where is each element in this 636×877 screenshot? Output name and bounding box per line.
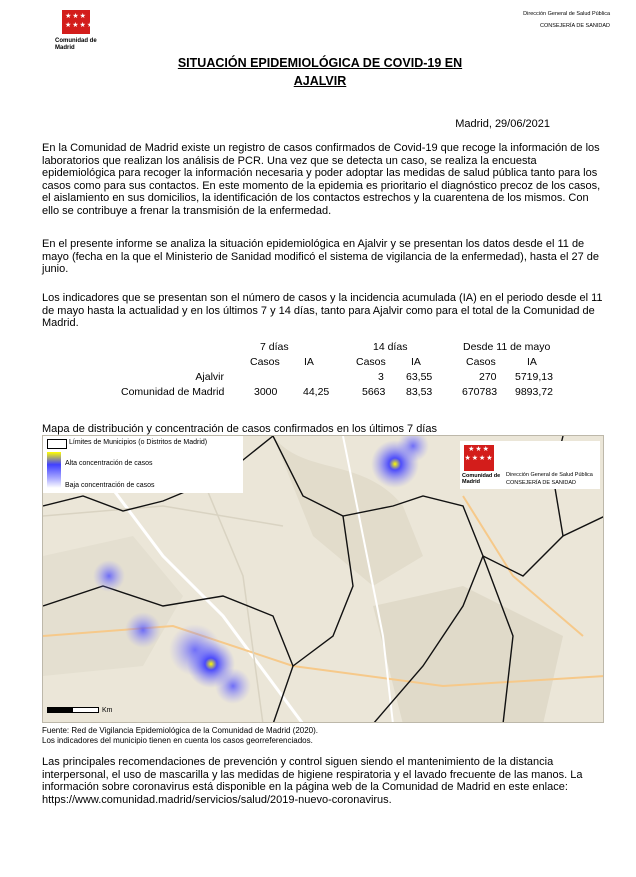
col-casos-14: Casos <box>356 356 386 368</box>
col-ia-14: IA <box>411 356 421 368</box>
cell: 5719,13 <box>515 371 553 383</box>
col-casos-7: Casos <box>250 356 280 368</box>
department-name: CONSEJERÍA DE SANIDAD <box>540 23 610 29</box>
logo-name: Comunidad de Madrid <box>55 38 97 51</box>
source-note <box>42 726 318 746</box>
legend-low: Baja concentración de casos <box>65 482 155 489</box>
col-ia-7: IA <box>304 356 314 368</box>
title-line-2: AJALVIR <box>293 74 347 88</box>
agency-header <box>523 8 610 32</box>
source-line-2: Los indicadores del municipio tienen en cuenta los casos georreferenciados. <box>42 736 313 745</box>
cell: 83,53 <box>406 386 433 398</box>
scale-bar <box>47 707 113 714</box>
legend-high: Alta concentración de casos <box>65 460 153 467</box>
recommendations-paragraph: Las principales recomendaciones de prevención y control siguen siendo el mantenimiento de la distancia interpersonal, el uso de mascarilla y las medidas de higiene respiratoria y el lavado frecuente de las manos. La información sobre coronavirus está disponible en la página web de la Comunidad de Madrid en este enlace: https://www.comunidad.madrid/servicios/salud/2019-nuevo-coronavirus. <box>42 756 583 806</box>
period-7-days: 7 días <box>260 341 289 353</box>
cell: 3 <box>378 371 384 383</box>
col-ia-may: IA <box>527 356 537 368</box>
col-casos-may: Casos <box>466 356 496 368</box>
map-stars-icon: ★★★ ★★★★ <box>464 445 494 471</box>
case-density-map <box>42 435 604 723</box>
cell: 9893,72 <box>515 386 553 398</box>
cell: 5663 <box>362 386 386 398</box>
map-agency <box>506 471 593 487</box>
map-logo-block <box>460 441 600 489</box>
scale-bar-graphic <box>47 707 99 713</box>
legend-boundaries: Límites de Municipios (o Distritos de Madrid) <box>69 439 208 446</box>
cell: 270 <box>479 371 497 383</box>
agency-name: Dirección General de Salud Pública <box>523 11 610 17</box>
boundary-swatch <box>47 439 67 449</box>
page-title <box>100 54 540 90</box>
map-logo-name: Comunidad de Madrid <box>462 473 501 485</box>
map-agency-name: Dirección General de Salud Pública <box>506 472 593 478</box>
source-line-1: Fuente: Red de Vigilancia Epidemiológica de la Comunidad de Madrid (2020). <box>42 726 319 735</box>
community-logo <box>62 10 95 34</box>
cell: 63,55 <box>406 371 433 383</box>
row-label: Comunidad de Madrid <box>121 386 225 398</box>
intro-paragraph: En la Comunidad de Madrid existe un registro de casos confirmados de Covid-19 que recoge la información de los laboratorios que realizan los análisis de PCR. Una vez que se detecta un caso, se realiza la encuesta epidemiológica para recoger la información necesaria y poder adoptar las medidas de salud pública tanto para los casos como para sus contactos. En este momento de la epidemia es prioritario el diagnóstico precoz de los casos, el aislamiento en sus domicilios, la identificación de los contactos estrechos y la cuarentena de los mismos. Con ello se contribuye a frenar la transmisión de la enfermedad. <box>42 142 601 217</box>
density-gradient <box>47 452 61 488</box>
title-line-1: SITUACIÓN EPIDEMIOLÓGICA DE COVID-19 EN <box>177 56 463 70</box>
period-14-days: 14 días <box>373 341 408 353</box>
stars-icon: ★★★ ★★★★ <box>65 13 95 29</box>
scale-unit: Km <box>102 707 113 714</box>
scope-paragraph: En el presente informe se analiza la situación epidemiológica en Ajalvir y se presentan los datos desde el 11 de mayo (fecha en la que el Ministerio de Sanidad modificó el sistema de vigilancia de la enfermedad), hasta el 27 de junio. <box>42 238 600 275</box>
cell: 44,25 <box>303 386 330 398</box>
map-title: Mapa de distribución y concentración de casos confirmados en los últimos 7 días <box>42 423 437 435</box>
cell: 670783 <box>462 386 498 398</box>
period-since-may: Desde 11 de mayo <box>463 341 551 353</box>
report-date: Madrid, 29/06/2021 <box>455 118 550 130</box>
map-department: CONSEJERÍA DE SANIDAD <box>506 480 576 486</box>
map-legend <box>43 436 243 493</box>
indicators-paragraph: Los indicadores que se presentan son el número de casos y la incidencia acumulada (IA) en el periodo desde el 11 de mayo hasta la actualidad y en los últimos 7 y 14 días, tanto para Ajalvir como para el total de la Comunidad de Madrid. <box>42 292 603 329</box>
cell: 3000 <box>254 386 278 398</box>
row-label: Ajalvir <box>195 371 224 383</box>
